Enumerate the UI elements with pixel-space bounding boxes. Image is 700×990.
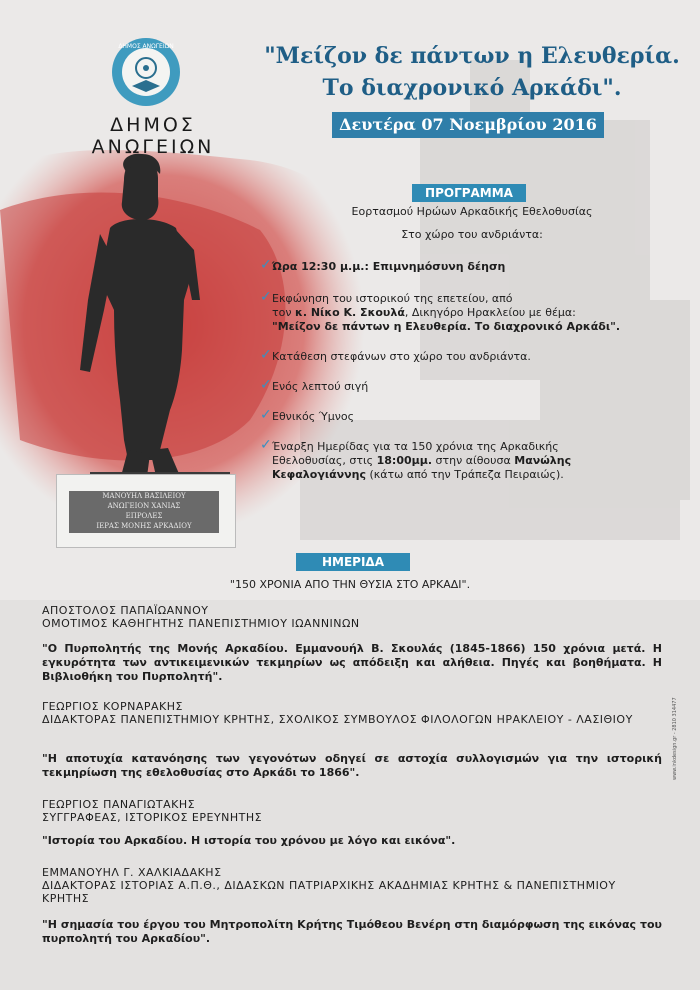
venue-name: Κεφαλογιάννης (272, 468, 366, 481)
program-item-line: Έναρξη Ημερίδας για τα 150 χρόνια της Αρκαδικής (272, 440, 559, 453)
speaker-name: ΓΕΩΡΓΙΟΣ ΠΑΝΑΓΙΩΤΑΚΗΣ (42, 798, 196, 811)
speaker-block (42, 866, 662, 905)
time-text: 18:00μμ. (376, 454, 433, 467)
title-line-2: Το διαχρονικό Αρκάδι". (322, 75, 622, 101)
checkmark-icon: ✓ (260, 347, 272, 363)
plaque-line: ΜΑΝΟΥΗΛ ΒΑΣΙΛΕΙΟΥ (102, 492, 186, 500)
pedestal-plaque (69, 491, 219, 533)
talk-title: "Η αποτυχία κατανόησης των γεγονότων οδηγεί σε αστοχία συλλογισμών για την ιστορική τεκμηρίωση της εθελοθυσίας στο Αρκάδι το 1866". (42, 752, 662, 779)
text-span: (κάτω από την Τράπεζα Πειραιώς). (366, 468, 564, 481)
plaque-line: ΑΝΩΓΕΙΟΝ ΧΑΝΙΑΣ (107, 502, 181, 510)
speaker-role: ΟΜΟΤΙΜΟΣ ΚΑΘΗΓΗΤΗΣ ΠΑΝΕΠΙΣΤΗΜΙΟΥ ΙΩΑΝΝΙΝΩΝ (42, 617, 360, 630)
checkmark-icon: ✓ (260, 257, 272, 273)
checkmark-icon: ✓ (260, 437, 272, 453)
side-credit: www.inkdesign.gr - 2810 314477 (672, 697, 678, 780)
plaque-line: ΙΕΡΑΣ ΜΟΝΗΣ ΑΡΚΑΔΙΟΥ (96, 522, 192, 530)
speaker-name: ΑΠΟΣΤΟΛΟΣ ΠΑΠΑΪΩΑΝΝΟΥ (42, 604, 209, 617)
program-item-text: Κατάθεση στεφάνων στο χώρο του ανδριάντα. (272, 350, 531, 363)
text-span: , Δικηγόρο Ηρακλείου με θέμα: (404, 306, 576, 319)
seminar-subtitle: "150 ΧΡΟΝΙΑ ΑΠΟ ΤΗΝ ΘΥΣΙΑ ΣΤΟ ΑΡΚΑΔΙ". (229, 578, 471, 591)
program-item (260, 377, 672, 394)
talk-title: "Η σημασία του έργου του Μητροπολίτη Κρήτης Τιμόθεου Βενέρη στη διαμόρφωση της εικόνας του πυρπολητή του Αρκαδίου". (42, 918, 662, 945)
speaker-name: κ. Νίκο Κ. Σκουλά (295, 306, 405, 319)
speaker-role: ΣΥΓΓΡΑΦΕΑΣ, ΙΣΤΟΡΙΚΟΣ ΕΡΕΥΝΗΤΗΣ (42, 811, 263, 824)
talk-title: "Ο Πυρπολητής της Μονής Αρκαδίου. Εμμανουήλ Β. Σκουλάς (1845-1866) 150 χρόνια μετά. Η εγκυρότητα των αντικειμενικών τεκμηρίων ως απόδειξη και αλήθεια. Πηγές και βοηθήματα. Η Βιβλιοθήκη του Πυρπολητή". (42, 642, 662, 683)
program-item-text: Εθνικός Ύμνος (272, 410, 355, 423)
checkmark-icon: ✓ (260, 377, 272, 393)
program-item-line (272, 468, 672, 482)
text-span: τον (272, 306, 295, 319)
checkmark-icon: ✓ (260, 289, 272, 305)
program-item (260, 407, 672, 424)
program-item-text: Ώρα 12:30 μ.μ.: Επιμνημόσυνη δέηση (272, 260, 506, 273)
title-line-1: "Μείζον δε πάντων η Ελευθερία. (264, 43, 680, 69)
program-item-line (272, 306, 672, 320)
speaker-block (42, 604, 662, 630)
program-item-line: Εκφώνηση του ιστορικού της επετείου, από (272, 292, 513, 305)
program-item (260, 257, 672, 274)
text-span: στην αίθουσα (432, 454, 515, 467)
program-item (260, 347, 672, 364)
plaque-line: ΕΠΡΟΛΕΣ (125, 512, 163, 520)
program-location: Στο χώρο του ανδριάντα: (401, 228, 543, 241)
program-item (260, 289, 672, 334)
text-span: Εθελοθυσίας, στις (272, 454, 377, 467)
program-subtitle: Εορτασμού Ηρώων Αρκαδικής Εθελοθυσίας (351, 205, 593, 218)
poster-title (262, 40, 682, 104)
municipality-seal-icon (110, 36, 182, 108)
checkmark-icon: ✓ (260, 407, 272, 423)
venue-name: Μανώλης (514, 454, 572, 467)
program-item (260, 437, 672, 482)
seminar-heading: ΗΜΕΡΙΔΑ (296, 553, 410, 571)
speaker-name: ΓΕΩΡΓΙΟΣ ΚΟΡΝΑΡΑΚΗΣ (42, 700, 183, 713)
svg-text:ΔΗΜΟΣ ΑΝΩΓΕΙΩΝ: ΔΗΜΟΣ ΑΝΩΓΕΙΩΝ (118, 43, 174, 50)
program-item-line: "Μείζον δε πάντων η Ελευθερία. Το διαχρονικό Αρκάδι". (272, 320, 621, 333)
program-heading: ΠΡΟΓΡΑΜΜΑ (412, 184, 526, 202)
speaker-name: ΕΜΜΑΝΟΥΗΛ Γ. ΧΑΛΚΙΑΔΑΚΗΣ (42, 866, 222, 879)
program-item-text: Ενός λεπτού σιγή (272, 380, 369, 393)
speaker-role: ΔΙΔΑΚΤΟΡΑΣ ΠΑΝΕΠΙΣΤΗΜΙΟΥ ΚΡΗΤΗΣ, ΣΧΟΛΙΚΟΣ ΣΥΜΒΟΥΛΟΣ ΦΙΛΟΛΟΓΩΝ ΗΡΑΚΛΕΙΟΥ - ΛΑΣΙΘΙΟΥ (42, 713, 633, 726)
program-item-line (272, 454, 672, 468)
municipality-name: ΔΗΜΟΣ ΑΝΩΓΕΙΩΝ (91, 114, 215, 158)
speaker-block (42, 798, 662, 824)
event-date: Δευτέρα 07 Νοεμβρίου 2016 (332, 112, 604, 138)
talk-title: "Ιστορία του Αρκαδίου. Η ιστορία του χρόνου με λόγο και εικόνα". (42, 834, 456, 847)
speaker-role: ΔΙΔΑΚΤΟΡΑΣ ΙΣΤΟΡΙΑΣ Α.Π.Θ., ΔΙΔΑΣΚΩΝ ΠΑΤΡΙΑΡΧΙΚΗΣ ΑΚΑΔΗΜΙΑΣ ΚΡΗΤΗΣ & ΠΑΝΕΠΙΣΤΗΜΙΟΥ ΚΡΗΤΗΣ (42, 879, 616, 905)
statue-pedestal (56, 474, 236, 548)
speaker-block (42, 700, 662, 726)
